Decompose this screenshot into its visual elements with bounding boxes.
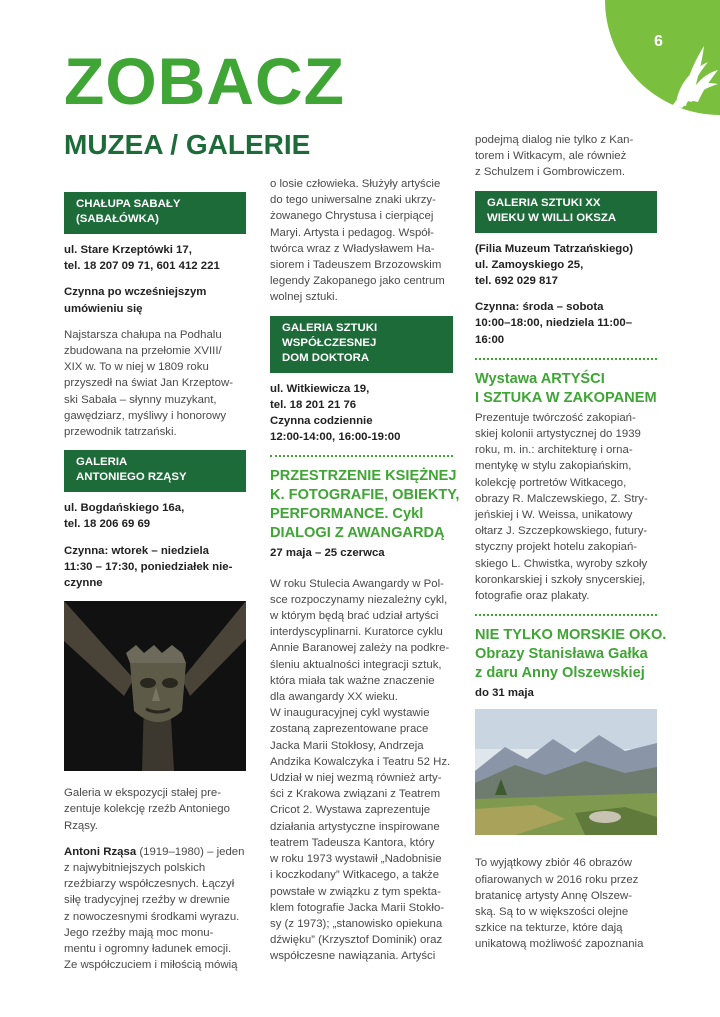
text-line: torem i Witkacym, ale również (475, 150, 627, 163)
plant-icon (664, 40, 720, 110)
address (64, 242, 246, 274)
hours-line: Czynna: wtorek – niedziela (64, 544, 209, 557)
text-line: siorem i Tadeuszem Brzozowskim (270, 259, 442, 272)
text-line: bratanicę artysty Annę Olszew- (475, 889, 633, 902)
bio-continued (270, 176, 453, 306)
artist-name: Antoni Rząsa (64, 845, 137, 858)
dotted-divider (475, 358, 657, 360)
address-line: (Filia Muzeum Tatrzańskiego) (475, 242, 634, 255)
text-line: która miała tak ważne znaczenie (270, 674, 435, 687)
text-line: Maryi. Artysta i pedagog. Współ- (270, 226, 434, 239)
address-line: tel. 18 201 21 76 (270, 398, 357, 411)
box-line: CHAŁUPA SABAŁY (76, 198, 181, 210)
heading-line: NIE TYLKO MORSKIE OKO. (475, 627, 667, 644)
text-line: wolnej sztuki. (270, 291, 338, 304)
text-line: W inauguracyjnej cykl wystawie (270, 707, 430, 720)
description (64, 327, 246, 440)
text-line: współczesne nawiązania. Artyści (270, 950, 436, 963)
text-line: ski Sabała – słynny muzykant, (64, 393, 217, 406)
image-caption (64, 785, 246, 834)
hours-line: Czynna: środa – sobota (475, 301, 604, 314)
address-line: tel. 18 207 09 71, 601 412 221 (64, 260, 220, 273)
hours-line: Czynna po wcześniejszym (64, 286, 207, 299)
exhibition-dates: 27 maja – 25 czerwca (270, 547, 385, 560)
text-line: i koczkodany” Witkacego, a także (270, 869, 440, 882)
exhibition-description (270, 576, 453, 965)
text-line: Galeria w ekspozycji stałej pre- (64, 787, 221, 800)
address-line: ul. Stare Krzeptówki 17, (64, 244, 192, 256)
address-line: ul. Witkiewicza 19, (270, 382, 370, 395)
hours-line: 12:00-14:00, 16:00-19:00 (270, 431, 401, 444)
text-line: teatrem Tadeusza Kantora, który (270, 836, 435, 849)
box-line: (SABAŁÓWKA) (76, 213, 159, 225)
hours-line: czynne (64, 577, 103, 590)
text-line: ści z Krakowa związani z Teatrem (270, 788, 441, 801)
text-line: z najwybitniejszych polskich (64, 862, 206, 875)
text-line: dla awangardy XX wieku. (270, 691, 398, 704)
hours-line: 11:30 – 17:30, poniedziałek nie- (64, 560, 233, 573)
text-line: To wyjątkowy zbiór 46 obrazów (475, 857, 633, 870)
text-line: jeńskiej i W. Weissa, unikatowy (475, 509, 633, 522)
heading-line: I SZTUKA W ZAKOPANEM (475, 389, 657, 406)
text-line: Jacka Marii Stokłosy, Andrzeja (270, 739, 424, 752)
text-line: z nowoczesnymi środkami wyrazu. (64, 910, 240, 923)
text-line: do tego uniwersalne znaki ukrzy- (270, 194, 436, 207)
venue-box-dom-doktora (270, 316, 453, 373)
address (475, 241, 657, 290)
text-line: styczny projekt hotelu zakopiań- (475, 541, 638, 554)
text-line: przewodnik tatrzański. (64, 426, 177, 439)
text-line: działania artystyczne inspirowane (270, 820, 440, 833)
text-line: w roku 1973 wystawił „Nadobnisie (270, 853, 442, 866)
exhibition-description (475, 855, 657, 952)
text-line: zbudowana na przełomie XVIII/ (64, 345, 222, 358)
text-line: (1919–1980) – jeden (139, 845, 245, 858)
text-line: skiego L. Chwistka, wyroby szkoły (475, 557, 648, 570)
text-line: siłę tradycyjnej rzeźby w drewnie (64, 894, 230, 907)
text-line: Annie Baranowej zależy na podkre- (270, 642, 450, 655)
text-line: unikatową możliwość zapoznania (475, 938, 644, 951)
text-line: Rząsy. (64, 819, 98, 832)
text-line: obrazy R. Malczewskiego, Z. Stry- (475, 492, 648, 505)
exhibition-heading (475, 370, 657, 408)
text-line: Ze współczuciem i miłością mówią (64, 959, 238, 972)
column-1 (64, 192, 246, 983)
text-line: w którym będą brać udział artyści (270, 610, 439, 623)
text-line: rzeźbiarzy współczesnych. Łączył (64, 878, 235, 891)
text-line: z Schulzem i Gombrowiczem. (475, 166, 626, 179)
column-2 (270, 176, 460, 975)
text-line: dźwięku” (Krzysztof Dominik) oraz (270, 934, 443, 947)
heading-line: PERFORMANCE. Cykl (270, 506, 424, 523)
description-continued (475, 132, 657, 181)
exhibition-description (475, 410, 657, 604)
exhibition-heading (270, 467, 460, 543)
address-and-hours (270, 381, 453, 446)
heading-line: DIALOGI Z AWANGARDĄ (270, 525, 445, 542)
text-line: mentykę w stylu zakopiańskim, (475, 460, 632, 473)
hours-line: 10:00–18:00, niedziela 11:00–16:00 (475, 317, 633, 346)
heading-line: K. FOTOGRAFIE, OBIEKTY, (270, 487, 460, 504)
opening-hours (475, 299, 657, 348)
text-line: skiej kolonii artystycznej do 1939 (475, 428, 641, 441)
address-line: ul. Bogdańskiego 16a, (64, 502, 185, 515)
text-line: twórca wraz z Władysławem Ha- (270, 242, 435, 255)
opening-hours (64, 543, 246, 592)
text-line: mentu i ogromny ładunek emocji. (64, 943, 232, 956)
heading-line: Obrazy Stanisława Gałka (475, 646, 648, 663)
exhibition-heading (475, 626, 667, 683)
text-line: roku, m. in.: architekturę i orna- (475, 444, 633, 457)
text-line: kolekcję portretów Witkacego, (475, 476, 627, 489)
address-line: tel. 18 206 69 69 (64, 518, 151, 531)
page-title: ZOBACZ (64, 44, 345, 118)
text-line: powstałe w związku z tym spekta- (270, 885, 441, 898)
dotted-divider (270, 455, 453, 457)
text-line: sy (z 1973); „stanowisko opiekuna (270, 917, 443, 930)
venue-box-chalupa-sabaly (64, 192, 246, 234)
box-line: WSPÓŁCZESNEJ (282, 336, 377, 349)
text-line: klem fotografie Jacka Marii Stokło- (270, 901, 445, 914)
text-line: interdyscyplinarni. Kuratorce cyklu (270, 626, 443, 639)
address (64, 500, 246, 532)
text-line: XIX w. To w niej w 1809 roku (64, 361, 209, 374)
text-line: Najstarsza chałupa na Podhalu (64, 328, 222, 341)
artist-bio (64, 844, 246, 974)
text-line: zostaną zaprezentowane prace (270, 723, 429, 736)
text-line: żowanego Chrystusa i cierpiącej (270, 210, 434, 223)
page-number: 6 (654, 33, 663, 50)
box-line: GALERIA (76, 456, 128, 469)
heading-line: Wystawa ARTYŚCI (475, 370, 605, 387)
text-line: przyszedł na świat Jan Krzeptow- (64, 377, 234, 390)
box-line: WIEKU W WILLI OKSZA (487, 211, 617, 224)
heading-line: z daru Anny Olszewskiej (475, 665, 645, 682)
column-3 (475, 132, 667, 963)
address-line: ul. Zamoyskiego 25, (475, 258, 584, 271)
address-line: tel. 692 029 817 (475, 275, 558, 288)
box-line: GALERIA SZTUKI XX (487, 196, 601, 209)
box-line: ANTONIEGO RZĄSY (76, 471, 187, 484)
text-line: podejmą dialog nie tylko z Kan- (475, 134, 634, 146)
text-line: gawędziarz, myśliwy i honorowy (64, 409, 227, 422)
heading-line: PRZESTRZENIE KSIĘŻNEJ (270, 468, 457, 485)
text-line: o losie człowieka. Służyły artyście (270, 178, 441, 190)
text-line: W roku Stulecia Awangardy w Pol- (270, 577, 444, 590)
text-line: fotografie oraz plakaty. (475, 590, 590, 603)
box-line: DOM DOKTORA (282, 351, 370, 364)
text-line: Udział w niej wezmą również arty- (270, 772, 442, 785)
venue-box-willa-oksza (475, 191, 657, 233)
text-line: Prezentuje twórczość zakopiań- (475, 411, 636, 424)
hours-line: Czynna codziennie (270, 415, 373, 428)
text-line: ską. Są to w większości olejne (475, 906, 629, 919)
sculpture-photo (64, 601, 246, 771)
text-line: zentuje kolekcję rzeźb Antoniego (64, 803, 230, 816)
text-line: Cricot 2. Wystawa zaprezentuje (270, 804, 431, 817)
venue-box-galeria-rzasy (64, 450, 246, 492)
dotted-divider (475, 614, 657, 616)
box-line: GALERIA SZTUKI (282, 321, 378, 334)
page-subtitle: MUZEA / GALERIE (64, 129, 311, 160)
exhibition-dates: do 31 maja (475, 687, 534, 700)
hours-line: umówieniu się (64, 302, 143, 315)
text-line: Jego rzeźby mają moc monu- (64, 926, 214, 939)
text-line: sce rozpoczynamy niezależny cykl, (270, 593, 448, 606)
text-line: śleniu aktualności integracji sztuk, (270, 658, 442, 671)
opening-hours (64, 284, 246, 316)
text-line: ofiarowanych w 2016 roku przez (475, 873, 639, 886)
mountain-painting (475, 709, 657, 835)
text-line: Andzika Kowalczyka i Teatru 52 Hz. (270, 755, 451, 768)
text-line: szkice na tekturze, które dają (475, 922, 623, 935)
text-line: legendy Zakopanego jako centrum (270, 275, 445, 288)
text-line: ołtarz J. Szczepkowskiego, futury- (475, 525, 648, 538)
text-line: koronkarskiej i szkoły snycerskiej, (475, 573, 646, 586)
